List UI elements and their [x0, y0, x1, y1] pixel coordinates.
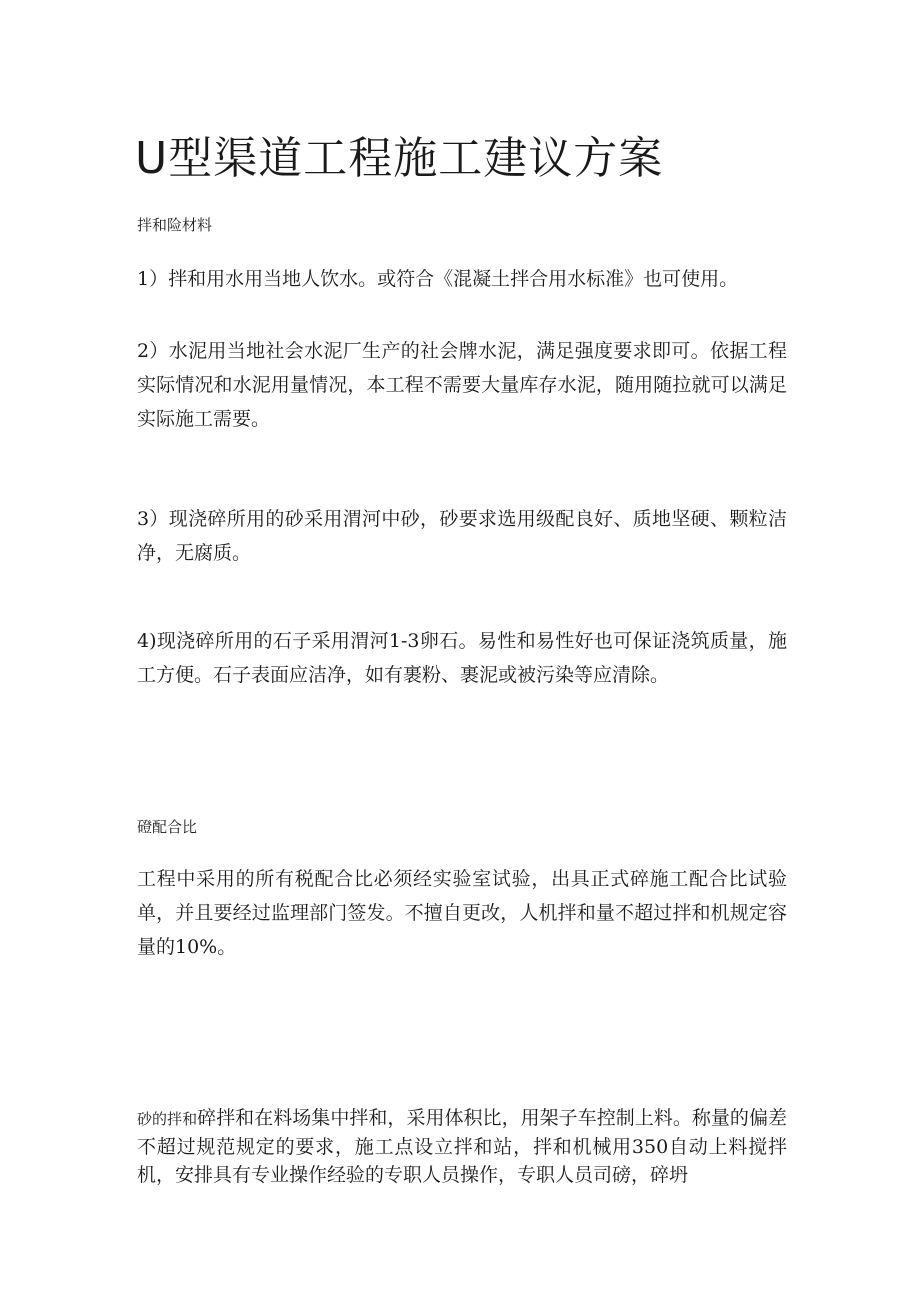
materials-item-2: 2）水泥用当地社会水泥厂生产的社会牌水泥，满足强度要求即可。依据工程实际情况和水泥用量情况，本工程不需要大量库存水泥，随用随拉就可以满足实际施工需要。 — [137, 340, 787, 430]
materials-item-3: 3）现浇碎所用的砂采用渭河中砂，砂要求选用级配良好、质地坚硬、颗粒洁净，无腐质。 — [137, 508, 787, 564]
mix-ratio-body: 工程中采用的所有税配合比必须经实验室试验，出具正式碎施工配合比试验单，并且要经过监理部门签发。不擅自更改，人机拌和量不超过拌和机规定容量的10%。 — [137, 868, 787, 958]
section-heading-materials: 拌和险材料 — [137, 216, 213, 234]
section-heading-sand-mixing: 砂的拌和 — [137, 1110, 198, 1128]
sand-mixing-paragraph — [137, 1104, 787, 1189]
materials-item-4: 4)现浇碎所用的石子采用渭河1-3卵石。易性和易性好也可保证浇筑质量，施工方便。石子表面应洁净，如有裹粉、裹泥或被污染等应清除。 — [137, 630, 787, 686]
document-title: U型渠道工程施工建议方案 — [135, 133, 664, 184]
sand-mixing-body: 碎拌和在料场集中拌和，采用体积比，用架子车控制上料。称量的偏差不超过规范规定的要求，施工点设立拌和站，拌和机械用350自动上料搅拌机，安排具有专业操作经验的专职人员操作，专职人员司磅，碎坍 — [137, 1107, 787, 1186]
materials-item-1: 1）拌和用水用当地人饮水。或符合《混凝土拌合用水标准》也可使用。 — [137, 268, 739, 290]
section-heading-mix-ratio: 磴配合比 — [137, 818, 198, 836]
